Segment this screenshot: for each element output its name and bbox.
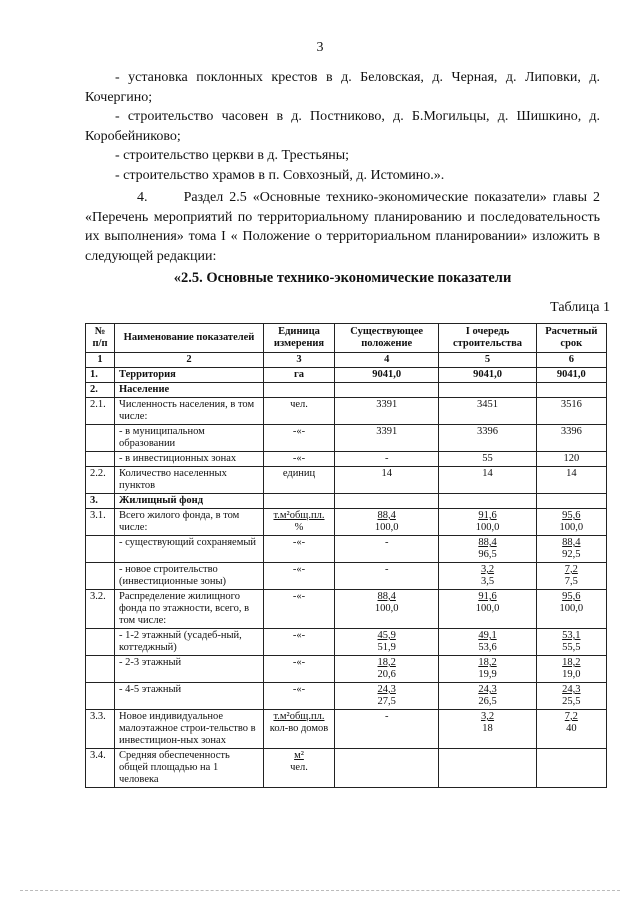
value-existing: 3391 bbox=[335, 425, 439, 452]
table-row bbox=[86, 536, 607, 563]
row-number: 3.2. bbox=[86, 590, 115, 629]
value-phase1 bbox=[439, 536, 536, 563]
row-number bbox=[86, 536, 115, 563]
row-number: 3.4. bbox=[86, 749, 115, 788]
row-unit: -«- bbox=[264, 536, 335, 563]
row-unit: -«- bbox=[264, 425, 335, 452]
value-phase1 bbox=[439, 563, 536, 590]
value-existing bbox=[335, 494, 439, 509]
index-cell: 2 bbox=[115, 353, 264, 368]
row-number: 3.3. bbox=[86, 710, 115, 749]
value-existing bbox=[335, 683, 439, 710]
header-cell: Наименование показателей bbox=[115, 324, 264, 353]
value-secondary: 7,5 bbox=[564, 576, 578, 587]
value-target: 3396 bbox=[536, 425, 606, 452]
unit-primary: т.м²общ.пл. bbox=[273, 510, 325, 521]
value-primary: 18,2 bbox=[562, 657, 581, 668]
value-target bbox=[536, 563, 606, 590]
table-row bbox=[86, 425, 607, 452]
value-primary: 3,2 bbox=[480, 564, 495, 575]
value-primary: 88,4 bbox=[377, 510, 396, 521]
value-target: 9041,0 bbox=[536, 368, 606, 383]
value-target bbox=[536, 749, 606, 788]
value-phase1: 3396 bbox=[439, 425, 536, 452]
table-row bbox=[86, 590, 607, 629]
value-primary: 91,6 bbox=[478, 510, 497, 521]
value-existing: 9041,0 bbox=[335, 368, 439, 383]
section-heading: «2.5. Основные технико-экономические показатели bbox=[173, 270, 512, 286]
value-primary: 7,2 bbox=[564, 564, 578, 575]
table-row bbox=[86, 452, 607, 467]
value-existing: 3391 bbox=[335, 398, 439, 425]
value-phase1 bbox=[439, 749, 536, 788]
bullet-item: - строительство часовен в д. Постниково, д. Б.Могильцы, д. Шишкино, д. Коробейниково; bbox=[85, 109, 600, 144]
value-primary: 95,6 bbox=[562, 510, 581, 521]
row-name: Средняя обеспеченность общей площадью на 1 человека bbox=[115, 749, 264, 788]
row-number: 2.2. bbox=[86, 467, 115, 494]
value-phase1: 55 bbox=[439, 452, 536, 467]
value-secondary: 55,5 bbox=[562, 642, 581, 653]
table-header-row bbox=[86, 324, 607, 353]
value-secondary: 3,5 bbox=[480, 576, 495, 587]
value-existing: 14 bbox=[335, 467, 439, 494]
value-secondary: 18 bbox=[482, 723, 493, 734]
page-bottom-divider bbox=[20, 890, 620, 891]
row-unit: единиц bbox=[264, 467, 335, 494]
value-primary: 95,6 bbox=[562, 591, 581, 602]
row-name: Жилищный фонд bbox=[115, 494, 264, 509]
row-unit: -«- bbox=[264, 629, 335, 656]
row-name: Территория bbox=[115, 368, 264, 383]
value-target bbox=[536, 656, 606, 683]
value-primary: 88,4 bbox=[478, 537, 497, 548]
unit-primary: т.м²общ.пл. bbox=[273, 711, 325, 722]
bullet-item: - строительство храмов в п. Совхозный, д. Истомино.». bbox=[115, 167, 445, 183]
table-row bbox=[86, 467, 607, 494]
row-unit: -«- bbox=[264, 656, 335, 683]
row-number bbox=[86, 656, 115, 683]
unit-secondary: % bbox=[294, 522, 304, 533]
table-row bbox=[86, 749, 607, 788]
value-phase1: 14 bbox=[439, 467, 536, 494]
value-secondary: 19,0 bbox=[562, 669, 581, 680]
value-primary: 91,6 bbox=[478, 591, 497, 602]
value-primary: 3,2 bbox=[480, 711, 495, 722]
row-unit: -«- bbox=[264, 563, 335, 590]
value-existing bbox=[335, 590, 439, 629]
row-unit bbox=[264, 749, 335, 788]
value-secondary: 100,0 bbox=[475, 522, 500, 533]
value-phase1 bbox=[439, 509, 536, 536]
value-target bbox=[536, 683, 606, 710]
row-name: - 4-5 этажный bbox=[115, 683, 264, 710]
value-secondary: 96,5 bbox=[478, 549, 497, 560]
table-row bbox=[86, 398, 607, 425]
row-name: Всего жилого фонда, в том числе: bbox=[115, 509, 264, 536]
value-secondary: 20,6 bbox=[377, 669, 396, 680]
row-number bbox=[86, 425, 115, 452]
value-secondary: 100,0 bbox=[559, 522, 584, 533]
unit-secondary: чел. bbox=[290, 762, 308, 773]
value-secondary: 100,0 bbox=[374, 603, 399, 614]
value-primary: 18,2 bbox=[377, 657, 396, 668]
unit-primary: м² bbox=[294, 750, 304, 761]
value-primary: 49,1 bbox=[478, 630, 497, 641]
value-primary: 24,3 bbox=[478, 684, 497, 695]
row-number: 2. bbox=[86, 383, 115, 398]
value-existing bbox=[335, 749, 439, 788]
row-unit: -«- bbox=[264, 452, 335, 467]
table-label: Таблица 1 bbox=[550, 300, 610, 315]
value-phase1 bbox=[439, 383, 536, 398]
table-row bbox=[86, 629, 607, 656]
index-cell: 3 bbox=[264, 353, 335, 368]
row-name: Численность населения, в том числе: bbox=[115, 398, 264, 425]
bullet-item: - установка поклонных крестов в д. Беловская, д. Черная, д. Липовки, д. Кочергино; bbox=[85, 70, 600, 105]
row-unit: чел. bbox=[264, 398, 335, 425]
page-number: 3 bbox=[316, 40, 324, 55]
paragraph-text: 4. Раздел 2.5 «Основные технико-экономические показатели» главы 2 «Перечень мероприятий по территориальному планированию и последовательность их выполнения» тома I « Положение о территориальном планировании» изложить в следующей редакции: bbox=[85, 190, 600, 264]
table-row bbox=[86, 563, 607, 590]
row-name: - новое строительство (инвестиционные зоны) bbox=[115, 563, 264, 590]
value-secondary: 51,9 bbox=[377, 642, 396, 653]
value-secondary: 27,5 bbox=[377, 696, 396, 707]
value-phase1: 9041,0 bbox=[439, 368, 536, 383]
header-cell: Единица измерения bbox=[264, 324, 335, 353]
row-number: 1. bbox=[86, 368, 115, 383]
value-primary: 88,4 bbox=[562, 537, 581, 548]
header-cell: Расчетный срок bbox=[536, 324, 606, 353]
row-number bbox=[86, 452, 115, 467]
header-cell: № п/п bbox=[86, 324, 115, 353]
bullet-list bbox=[85, 68, 600, 185]
value-secondary: 100,0 bbox=[475, 603, 500, 614]
header-cell: I очередь строительства bbox=[439, 324, 536, 353]
row-name: - в инвестиционных зонах bbox=[115, 452, 264, 467]
value-target bbox=[536, 629, 606, 656]
row-unit: га bbox=[264, 368, 335, 383]
value-existing bbox=[335, 509, 439, 536]
value-phase1 bbox=[439, 629, 536, 656]
value-target: 120 bbox=[536, 452, 606, 467]
value-existing: - bbox=[335, 536, 439, 563]
value-phase1 bbox=[439, 494, 536, 509]
value-primary: 88,4 bbox=[377, 591, 396, 602]
value-secondary: 100,0 bbox=[559, 603, 584, 614]
value-existing bbox=[335, 383, 439, 398]
value-existing: - bbox=[335, 710, 439, 749]
index-cell: 5 bbox=[439, 353, 536, 368]
value-primary: 24,3 bbox=[562, 684, 581, 695]
row-name: - 1-2 этажный (усадеб-ный, коттеджный) bbox=[115, 629, 264, 656]
indicators-table bbox=[85, 323, 607, 788]
table-row bbox=[86, 494, 607, 509]
value-primary: 53,1 bbox=[562, 630, 581, 641]
row-number: 3.1. bbox=[86, 509, 115, 536]
row-unit: -«- bbox=[264, 590, 335, 629]
value-primary: 45,9 bbox=[377, 630, 396, 641]
table-row bbox=[86, 710, 607, 749]
value-target bbox=[536, 536, 606, 563]
value-phase1 bbox=[439, 656, 536, 683]
index-cell: 4 bbox=[335, 353, 439, 368]
row-unit bbox=[264, 509, 335, 536]
value-target bbox=[536, 710, 606, 749]
value-target bbox=[536, 509, 606, 536]
table-index-row bbox=[86, 353, 607, 368]
value-secondary: 92,5 bbox=[562, 549, 581, 560]
row-number bbox=[86, 683, 115, 710]
value-phase1 bbox=[439, 710, 536, 749]
index-cell: 1 bbox=[86, 353, 115, 368]
index-cell: 6 bbox=[536, 353, 606, 368]
value-secondary: 19,9 bbox=[478, 669, 497, 680]
value-primary: 18,2 bbox=[478, 657, 497, 668]
value-target: 3516 bbox=[536, 398, 606, 425]
value-target bbox=[536, 590, 606, 629]
row-name: - 2-3 этажный bbox=[115, 656, 264, 683]
bullet-item: - строительство церкви в д. Трестьяны; bbox=[115, 148, 350, 163]
header-cell: Существующее положение bbox=[335, 324, 439, 353]
row-number bbox=[86, 563, 115, 590]
row-name: Население bbox=[115, 383, 264, 398]
row-name: Новое индивидуальное малоэтажное строи-тельство в инвестицион-ных зонах bbox=[115, 710, 264, 749]
value-primary: 7,2 bbox=[564, 711, 578, 722]
value-primary: 24,3 bbox=[377, 684, 396, 695]
row-number bbox=[86, 629, 115, 656]
amendment-paragraph bbox=[85, 188, 600, 266]
table-row bbox=[86, 509, 607, 536]
value-phase1: 3451 bbox=[439, 398, 536, 425]
value-existing bbox=[335, 629, 439, 656]
value-target: 14 bbox=[536, 467, 606, 494]
table-row bbox=[86, 683, 607, 710]
unit-secondary: кол-во домов bbox=[269, 723, 329, 734]
row-unit bbox=[264, 383, 335, 398]
row-unit bbox=[264, 494, 335, 509]
value-phase1 bbox=[439, 683, 536, 710]
value-phase1 bbox=[439, 590, 536, 629]
value-target bbox=[536, 383, 606, 398]
table-row bbox=[86, 368, 607, 383]
row-number: 3. bbox=[86, 494, 115, 509]
value-target bbox=[536, 494, 606, 509]
value-existing: - bbox=[335, 563, 439, 590]
row-unit: -«- bbox=[264, 683, 335, 710]
row-name: Распределение жилищного фонда по этажности, всего, в том числе: bbox=[115, 590, 264, 629]
value-existing bbox=[335, 656, 439, 683]
value-secondary: 25,5 bbox=[562, 696, 581, 707]
value-secondary: 53,6 bbox=[478, 642, 497, 653]
value-secondary: 26,5 bbox=[478, 696, 497, 707]
row-unit bbox=[264, 710, 335, 749]
table-row bbox=[86, 656, 607, 683]
value-existing: - bbox=[335, 452, 439, 467]
value-secondary: 100,0 bbox=[374, 522, 399, 533]
row-name: - в муниципальном образовании bbox=[115, 425, 264, 452]
row-name: - существующий сохраняемый bbox=[115, 536, 264, 563]
row-name: Количество населенных пунктов bbox=[115, 467, 264, 494]
table-row bbox=[86, 383, 607, 398]
row-number: 2.1. bbox=[86, 398, 115, 425]
value-secondary: 40 bbox=[566, 723, 577, 734]
